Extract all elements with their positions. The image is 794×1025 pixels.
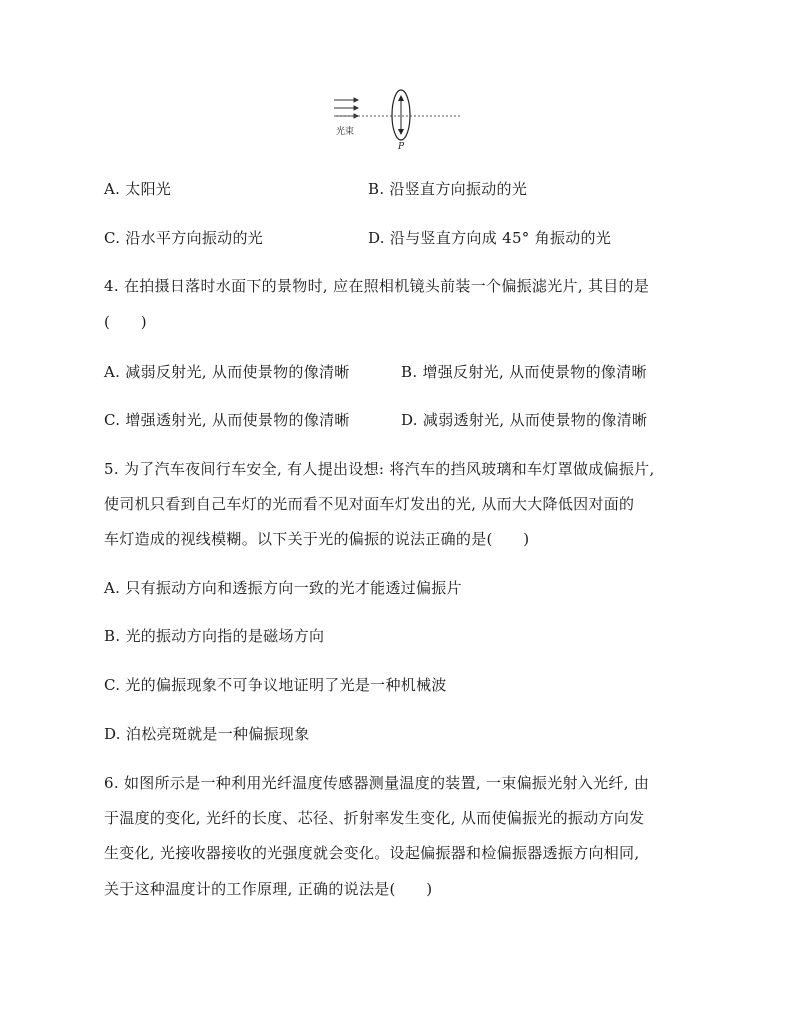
q5-option-c[interactable]: C. 光的偏振现象不可争议地证明了光是一种机械波 — [104, 676, 447, 694]
polarizer-figure — [330, 88, 470, 158]
light-beam-arrows — [334, 98, 358, 118]
q6-stem-line1: 6. 如图所示是一种利用光纤温度传感器测量温度的装置, 一束偏振光射入光纤, 由 — [104, 774, 650, 792]
q4-option-d[interactable]: D. 减弱透射光, 从而使景物的像清晰 — [401, 411, 648, 429]
q4-option-c[interactable]: C. 增强透射光, 从而使景物的像清晰 — [104, 411, 350, 429]
q4-stem-line1: 4. 在拍摄日落时水面下的景物时, 应在照相机镜头前装一个偏振滤光片, 其目的是 — [104, 277, 650, 295]
q4-option-a[interactable]: A. 减弱反射光, 从而使景物的像清晰 — [104, 363, 350, 381]
q4-stem-line2: ( ) — [104, 313, 147, 331]
q6-stem-line4: 关于这种温度计的工作原理, 正确的说法是( ) — [104, 880, 433, 898]
q6-stem-line3: 生变化, 光接收器接收的光强度就会变化。设起偏振器和检偏振器透振方向相同, — [104, 844, 640, 862]
q6-stem-line2: 于温度的变化, 光纤的长度、芯径、折射率发生变化, 从而使偏振光的振动方向发 — [104, 809, 645, 827]
q5-stem-line2: 使司机只看到自己车灯的光而看不见对面车灯发出的光, 从而大大降低因对面的 — [104, 495, 635, 513]
q3-option-a[interactable]: A. 太阳光 — [104, 180, 172, 198]
q5-option-d[interactable]: D. 泊松亮斑就是一种偏振现象 — [104, 725, 310, 743]
beam-label: 光束 — [336, 127, 355, 137]
q3-option-c[interactable]: C. 沿水平方向振动的光 — [104, 229, 264, 247]
q4-option-b[interactable]: B. 增强反射光, 从而使景物的像清晰 — [401, 363, 647, 381]
q5-stem-line3: 车灯造成的视线模糊。以下关于光的偏振的说法正确的是( ) — [104, 530, 530, 548]
q3-option-b[interactable]: B. 沿竖直方向振动的光 — [368, 180, 528, 198]
q5-stem-line1: 5. 为了汽车夜间行车安全, 有人提出设想: 将汽车的挡风玻璃和车灯罩做成偏振片, — [104, 460, 655, 478]
polarizer-label: P — [398, 142, 405, 152]
q3-option-d[interactable]: D. 沿与竖直方向成 45° 角振动的光 — [368, 229, 612, 247]
q5-option-b[interactable]: B. 光的振动方向指的是磁场方向 — [104, 627, 325, 645]
q5-option-a[interactable]: A. 只有振动方向和透振方向一致的光才能透过偏振片 — [104, 579, 462, 597]
